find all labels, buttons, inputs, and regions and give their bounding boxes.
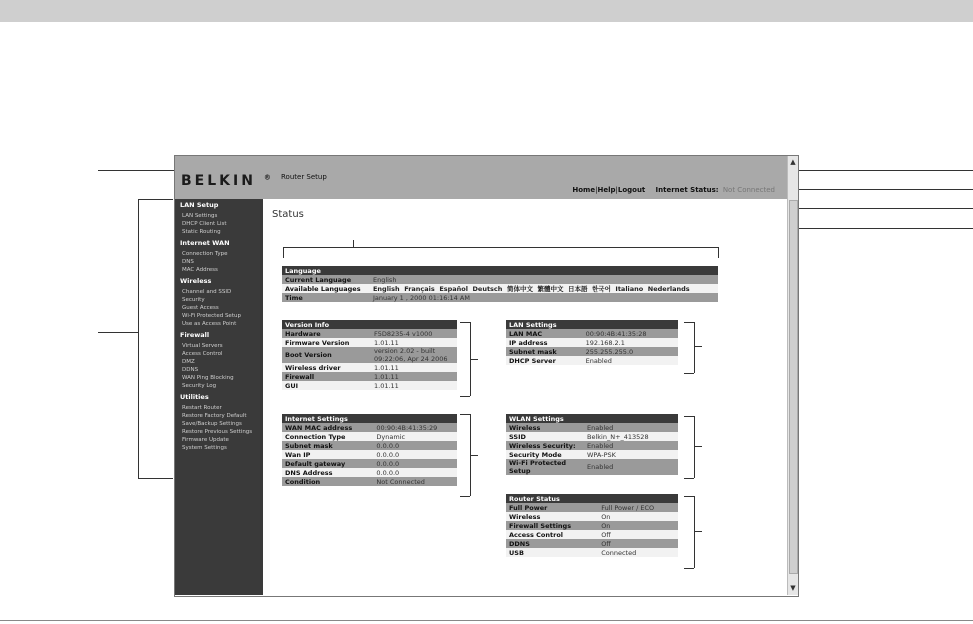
- callout-bracket-language-stem: [353, 240, 354, 247]
- sidebar-section-internet-wan[interactable]: Internet WAN: [180, 239, 230, 247]
- callout-bracket-router-status-bottom: [684, 568, 694, 569]
- kv-key: Access Control: [506, 530, 598, 539]
- kv-key: Subnet mask: [282, 441, 373, 450]
- kv-key: LAN MAC: [506, 329, 583, 338]
- kv-value: On: [598, 521, 678, 530]
- version-info-table: [282, 320, 457, 390]
- kv-key: Firewall: [282, 372, 371, 381]
- sidebar-item-ddns[interactable]: DDNS: [182, 367, 199, 373]
- sidebar: [175, 199, 263, 595]
- callout-bracket-sidebar-bottom: [138, 478, 173, 479]
- kv-value: On: [598, 512, 678, 521]
- help-link[interactable]: Help: [597, 186, 616, 194]
- lan-settings-title: LAN Settings: [506, 320, 678, 329]
- kv-value: 00:90:4B:41:35:28: [583, 329, 678, 338]
- lang-link-nederlands[interactable]: Nederlands: [647, 285, 690, 293]
- lang-link-japanese[interactable]: 日本語: [568, 285, 588, 293]
- kv-value: 1.01.11: [371, 381, 457, 390]
- sidebar-item-dns[interactable]: DNS: [182, 259, 194, 265]
- sidebar-item-restore-factory[interactable]: Restore Factory Default: [182, 413, 247, 419]
- callout-bracket-version-stem: [470, 359, 478, 360]
- callout-bracket-internet-top: [460, 414, 470, 415]
- wlan-settings-table: [506, 414, 678, 475]
- callout-bracket-router-status: [694, 496, 695, 568]
- kv-value: Belkin_N+_413528: [584, 432, 678, 441]
- sidebar-item-channel-ssid[interactable]: Channel and SSID: [182, 289, 232, 295]
- kv-value: 192.168.2.1: [583, 338, 678, 347]
- callout-bracket-router-status-stem: [694, 531, 702, 532]
- sidebar-item-mac-address[interactable]: MAC Address: [182, 267, 218, 273]
- kv-value: WPA-PSK: [584, 450, 678, 459]
- kv-value: 0.0.0.0: [373, 468, 457, 477]
- kv-value: 00:90:4B:41:35:29: [373, 423, 457, 432]
- sidebar-item-dmz[interactable]: DMZ: [182, 359, 195, 365]
- internet-settings-title: Internet Settings: [282, 414, 457, 423]
- callout-bracket-internet-stem: [470, 455, 478, 456]
- sidebar-item-connection-type[interactable]: Connection Type: [182, 251, 228, 257]
- page-top-band: [0, 0, 973, 22]
- available-languages-label: Available Languages: [282, 284, 370, 293]
- sidebar-item-dhcp-client-list[interactable]: DHCP Client List: [182, 221, 227, 227]
- sidebar-item-restart-router[interactable]: Restart Router: [182, 405, 222, 411]
- router-setup-label: Router Setup: [281, 173, 327, 181]
- kv-key: DNS Address: [282, 468, 373, 477]
- kv-value: 0.0.0.0: [373, 441, 457, 450]
- version-info-title: Version Info: [282, 320, 457, 329]
- kv-key: Boot Version: [282, 347, 371, 363]
- kv-key: DDNS: [506, 539, 598, 548]
- vertical-scrollbar[interactable]: [787, 156, 798, 595]
- kv-key: Firewall Settings: [506, 521, 598, 530]
- router-status-title: Router Status: [506, 494, 678, 503]
- router-header: [175, 156, 787, 199]
- kv-value: 255.255.255.0: [583, 347, 678, 356]
- time-value: January 1 , 2000 01:16:14 AM: [370, 293, 718, 302]
- kv-value: F5D8235-4 v1000: [371, 329, 457, 338]
- callout-bracket-lan-stem: [694, 346, 702, 347]
- kv-key: IP address: [506, 338, 583, 347]
- kv-key: Wi-Fi Protected Setup: [506, 459, 584, 475]
- logo-text: BELKIN: [181, 173, 256, 189]
- kv-value: Dynamic: [373, 432, 457, 441]
- kv-key: Wireless driver: [282, 363, 371, 372]
- sidebar-item-security[interactable]: Security: [182, 297, 205, 303]
- callout-bracket-lan-top: [684, 322, 694, 323]
- kv-key: Wireless Security:: [506, 441, 584, 450]
- kv-value: Enabled: [584, 459, 678, 475]
- kv-value: version 2.02 - built 09:22:06, Apr 24 2006: [371, 347, 457, 363]
- internet-status-label: Internet Status:: [655, 186, 719, 194]
- sidebar-item-lan-settings[interactable]: LAN Settings: [182, 213, 218, 219]
- sidebar-item-access-control[interactable]: Access Control: [182, 351, 223, 357]
- time-label: Time: [282, 293, 370, 302]
- kv-value: 1.01.11: [371, 372, 457, 381]
- home-link[interactable]: Home: [572, 186, 596, 194]
- sidebar-item-access-point[interactable]: Use as Access Point: [182, 321, 237, 327]
- internet-settings-table: [282, 414, 457, 486]
- kv-value: 0.0.0.0: [373, 450, 457, 459]
- sidebar-item-firmware-update[interactable]: Firmware Update: [182, 437, 229, 443]
- kv-key: Wan IP: [282, 450, 373, 459]
- sidebar-item-restore-previous[interactable]: Restore Previous Settings: [182, 429, 253, 435]
- kv-value: 0.0.0.0: [373, 459, 457, 468]
- kv-key: Default gateway: [282, 459, 373, 468]
- sidebar-item-wps[interactable]: Wi-Fi Protected Setup: [182, 313, 241, 319]
- kv-key: WAN MAC address: [282, 423, 373, 432]
- sidebar-item-security-log[interactable]: Security Log: [182, 383, 217, 389]
- callout-bracket-wlan-top: [684, 416, 694, 417]
- callout-bracket-version-top: [460, 322, 470, 323]
- kv-key: DHCP Server: [506, 356, 583, 365]
- kv-key: Connection Type: [282, 432, 373, 441]
- kv-value: 1.01.11: [371, 363, 457, 372]
- router-screenshot: [174, 155, 799, 597]
- lang-link-espanol[interactable]: Español: [439, 285, 468, 293]
- callout-bracket-version-bottom: [460, 396, 470, 397]
- lang-link-simplified-chinese[interactable]: 简体中文: [506, 285, 533, 293]
- callout-line-status: [790, 189, 973, 190]
- callout-line-sidebar: [98, 332, 138, 333]
- kv-value: Off: [598, 530, 678, 539]
- language-title: Language: [282, 266, 718, 275]
- sidebar-item-static-routing[interactable]: Static Routing: [182, 229, 221, 235]
- kv-key: Security Mode: [506, 450, 584, 459]
- callout-bracket-wlan: [694, 416, 695, 478]
- sidebar-item-wan-ping-blocking[interactable]: WAN Ping Blocking: [182, 375, 234, 381]
- kv-value: Full Power / ECO: [598, 503, 678, 512]
- logo-mark: ®: [263, 173, 271, 182]
- callout-bracket-router-status-top: [684, 496, 694, 497]
- language-table: [282, 266, 718, 302]
- kv-value: Connected: [598, 548, 678, 557]
- lang-link-deutsch[interactable]: Deutsch: [472, 285, 503, 293]
- callout-bracket-lan-bottom: [684, 373, 694, 374]
- kv-key: Full Power: [506, 503, 598, 512]
- kv-key: Firmware Version: [282, 338, 371, 347]
- kv-value: Enabled: [583, 356, 678, 365]
- sidebar-section-firewall[interactable]: Firewall: [180, 331, 210, 339]
- kv-value: Enabled: [584, 441, 678, 450]
- internet-status-value: Not Connected: [722, 186, 775, 194]
- lang-link-italiano[interactable]: Italiano: [615, 285, 644, 293]
- callout-bracket-wlan-bottom: [684, 478, 694, 479]
- lang-link-francais[interactable]: Français: [404, 285, 435, 293]
- page-bottom-rule: [0, 620, 973, 621]
- lang-link-korean[interactable]: 한국어: [592, 285, 611, 293]
- top-links: Home|Help|Logout Internet Status: Not Connected: [572, 186, 775, 194]
- callout-bracket-wlan-stem: [694, 446, 702, 447]
- callout-bracket-language-right: [718, 247, 719, 258]
- scroll-thumb[interactable]: [789, 200, 798, 574]
- callout-bracket-language: [283, 247, 719, 248]
- sidebar-item-guest-access[interactable]: Guest Access: [182, 305, 219, 311]
- sidebar-section-utilities[interactable]: Utilities: [180, 393, 209, 401]
- sidebar-section-lan-setup[interactable]: LAN Setup: [180, 201, 219, 209]
- belkin-logo: [181, 173, 271, 189]
- kv-key: Wireless: [506, 512, 598, 521]
- kv-key: SSID: [506, 432, 584, 441]
- callout-bracket-lan: [694, 322, 695, 373]
- callout-bracket-internet-bottom: [460, 496, 470, 497]
- kv-key: Hardware: [282, 329, 371, 338]
- lan-settings-table: [506, 320, 678, 365]
- lang-link-english[interactable]: English: [372, 285, 400, 293]
- kv-value: Off: [598, 539, 678, 548]
- kv-key: Wireless: [506, 423, 584, 432]
- kv-key: GUI: [282, 381, 371, 390]
- sidebar-item-system-settings[interactable]: System Settings: [182, 445, 227, 451]
- kv-key: Condition: [282, 477, 373, 486]
- lang-link-traditional-chinese[interactable]: 繁體中文: [537, 285, 564, 293]
- logout-link[interactable]: Logout: [617, 186, 646, 194]
- callout-bracket-sidebar-top: [138, 199, 173, 200]
- wlan-settings-title: WLAN Settings: [506, 414, 678, 423]
- page-title: Status: [272, 209, 304, 220]
- kv-value: Not Connected: [373, 477, 457, 486]
- sidebar-item-save-backup[interactable]: Save/Backup Settings: [182, 421, 242, 427]
- kv-key: Subnet mask: [506, 347, 583, 356]
- sidebar-section-wireless[interactable]: Wireless: [180, 277, 212, 285]
- current-language-value: English: [370, 275, 718, 284]
- callout-bracket-sidebar: [138, 199, 139, 478]
- current-language-label: Current Language: [282, 275, 370, 284]
- kv-value: Enabled: [584, 423, 678, 432]
- sidebar-item-virtual-servers[interactable]: Virtual Servers: [182, 343, 223, 349]
- scroll-down-icon[interactable]: ▼: [790, 584, 796, 592]
- router-status-table: [506, 494, 678, 557]
- kv-key: USB: [506, 548, 598, 557]
- scroll-up-icon[interactable]: ▲: [790, 158, 796, 166]
- kv-value: 1.01.11: [371, 338, 457, 347]
- callout-bracket-language-left: [283, 247, 284, 258]
